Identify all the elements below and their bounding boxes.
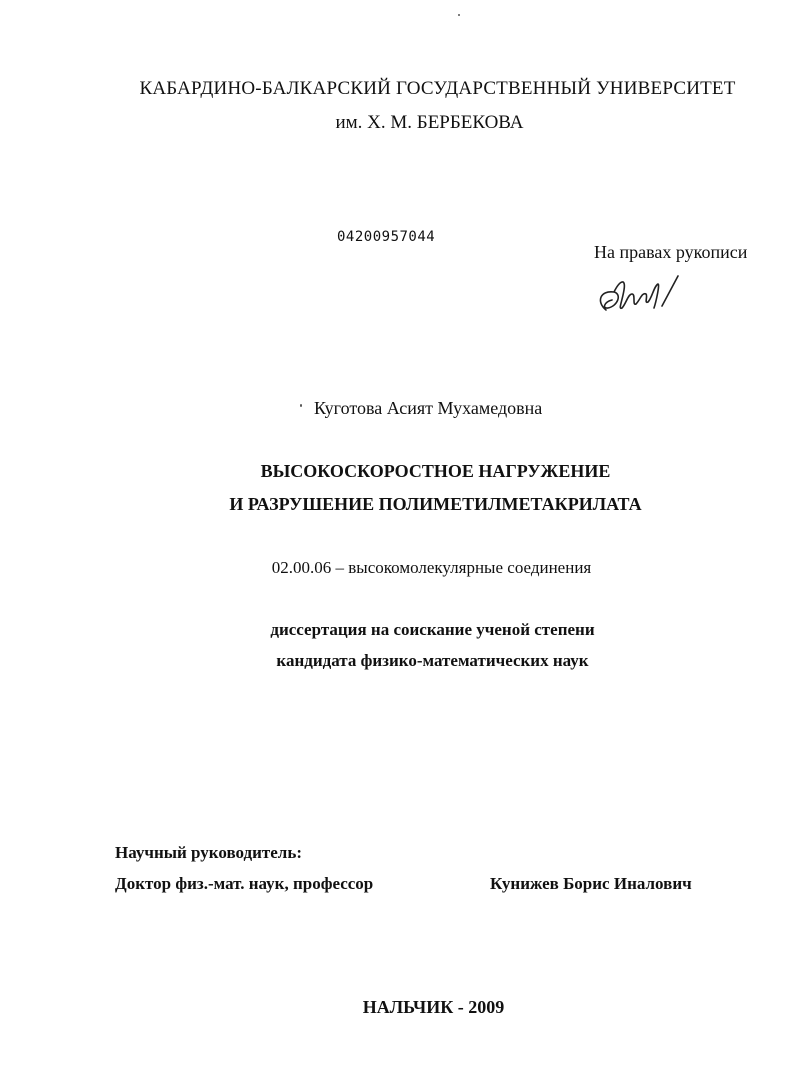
document-number: 04200957044 xyxy=(337,229,436,245)
degree-line-2: кандидата физико-математических наук xyxy=(276,651,589,670)
university-name: КАБАРДИНО-БАЛКАРСКИЙ ГОСУДАРСТВЕННЫЙ УНИВЕРСИТЕТ xyxy=(139,78,736,99)
supervisor-rank: Доктор физ.-мат. наук, профессор xyxy=(115,874,374,893)
thesis-title-line-1: ВЫСОКОСКОРОСТНОЕ НАГРУЖЕНИЕ xyxy=(260,461,611,481)
handwritten-signature xyxy=(592,272,688,320)
degree-line-1: диссертация на соискание ученой степени xyxy=(270,620,595,639)
manuscript-rights-label: На правах рукописи xyxy=(594,242,748,262)
thesis-title-line-2: И РАЗРУШЕНИЕ ПОЛИМЕТИЛМЕТАКРИЛАТА xyxy=(229,494,642,514)
author-name: Куготова Асият Мухамедовна xyxy=(314,398,543,418)
scan-speck xyxy=(300,404,302,407)
scan-speck xyxy=(458,14,460,16)
specialty-code: 02.00.06 – высокомолекулярные соединения xyxy=(271,558,592,577)
supervisor-label: Научный руководитель: xyxy=(115,843,302,862)
supervisor-name: Кунижев Борис Иналович xyxy=(490,874,692,893)
university-named-after: им. Х. М. БЕРБЕКОВА xyxy=(335,112,524,133)
city-year: НАЛЬЧИК - 2009 xyxy=(362,997,505,1017)
